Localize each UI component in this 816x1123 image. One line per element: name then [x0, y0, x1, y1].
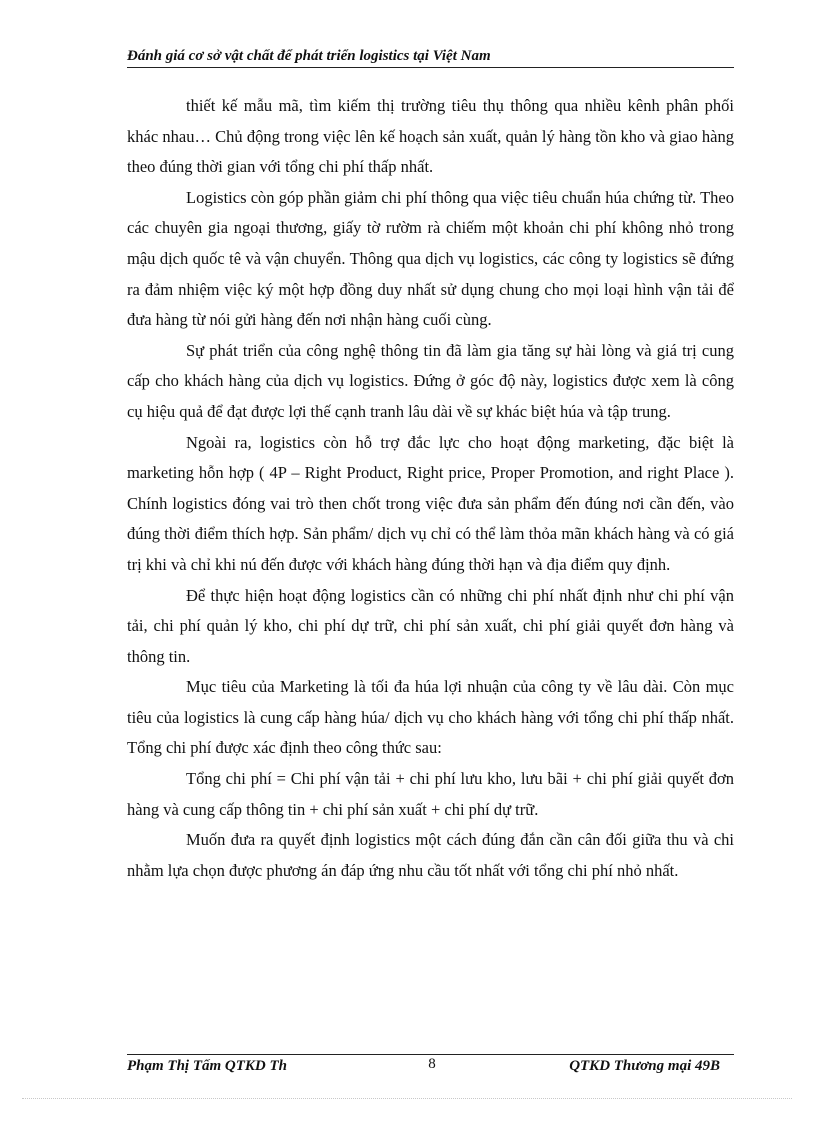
paragraph: Muốn đưa ra quyết định logistics một cách đúng đắn cần cân đối giữa thu và chi nhằm lựa chọn được phương án đáp ứng nhu cầu tốt nhất với tổng chi phí nhỏ nhất.	[127, 830, 734, 880]
page-header-title: Đánh giá cơ sở vật chất để phát triển logistics tại Việt Nam	[127, 48, 734, 68]
page-number: 8	[428, 1056, 436, 1072]
body-text	[127, 91, 734, 886]
paragraph: Ngoài ra, logistics còn hỗ trợ đắc lực cho hoạt động marketing, đặc biệt là marketing hỗn hợp ( 4P – Right Product, Right price, Proper Promotion, and right Place ). Chính logistics đóng vai trò then chốt trong việc đưa sản phẩm đến đúng nơi cần đến, vào đúng thời điểm thích hợp. Sản phẩm/ dịch vụ chỉ có thể làm thỏa mãn khách hàng và có giá trị khi và chỉ khi nú đến được với khách hàng đúng thời hạn và địa điểm quy định.	[127, 432, 734, 574]
paragraph: Sự phát triển của công nghệ thông tin đã làm gia tăng sự hài lòng và giá trị cung cấp cho khách hàng của dịch vụ logistics. Đứng ở góc độ này, logistics được xem là công cụ hiệu quả để đạt được lợi thế cạnh tranh lâu dài về sự khác biệt húa và tập trung.	[127, 340, 734, 421]
footer-divider	[127, 1054, 734, 1055]
paragraph: Mục tiêu của Marketing là tối đa húa lợi nhuận của công ty về lâu dài. Còn mục tiêu của logistics là cung cấp hàng húa/ dịch vụ cho khách hàng với tổng chi phí thấp nhất. Tổng chi phí được xác định theo công thức sau:	[127, 677, 734, 758]
paragraph: Logistics còn góp phần giảm chi phí thông qua việc tiêu chuẩn húa chứng từ. Theo các chuyên gia ngoại thương, giấy tờ rườm rà chiếm một khoản chi phí không nhỏ trong mậu dịch quốc tê và vận chuyển. Thông qua dịch vụ logistics, các công ty logistics sẽ đứng ra đảm nhiệm việc ký một hợp đồng duy nhất sử dụng chung cho mọi loại hình vận tải để đưa hàng từ nói gửi hàng đến nơi nhận hàng cuối cùng.	[127, 187, 734, 330]
page-bottom-dotted-line	[22, 1098, 792, 1099]
paragraph: Để thực hiện hoạt động logistics cần có những chi phí nhất định như chi phí vận tải, chi phí quản lý kho, chi phí dự trữ, chi phí sản xuất, chi phí giải quyết đơn hàng và thông tin.	[127, 585, 734, 666]
paragraph: Tổng chi phí = Chi phí vận tải + chi phí lưu kho, lưu bãi + chi phí giải quyết đơn hàng và cung cấp thông tin + chi phí sản xuất + chi phí dự trữ.	[127, 769, 734, 819]
paragraph: thiết kế mẫu mã, tìm kiếm thị trường tiêu thụ thông qua nhiều kênh phân phối khác nhau… Chủ động trong việc lên kế hoạch sản xuất, quản lý hàng tồn kho và giao hàng theo đúng thời gian với tổng chi phí thấp nhất.	[127, 96, 734, 177]
footer-course: QTKD Thương mại 49B	[569, 1058, 720, 1074]
footer-author: Phạm Thị Tấm QTKD Th	[127, 1058, 288, 1074]
